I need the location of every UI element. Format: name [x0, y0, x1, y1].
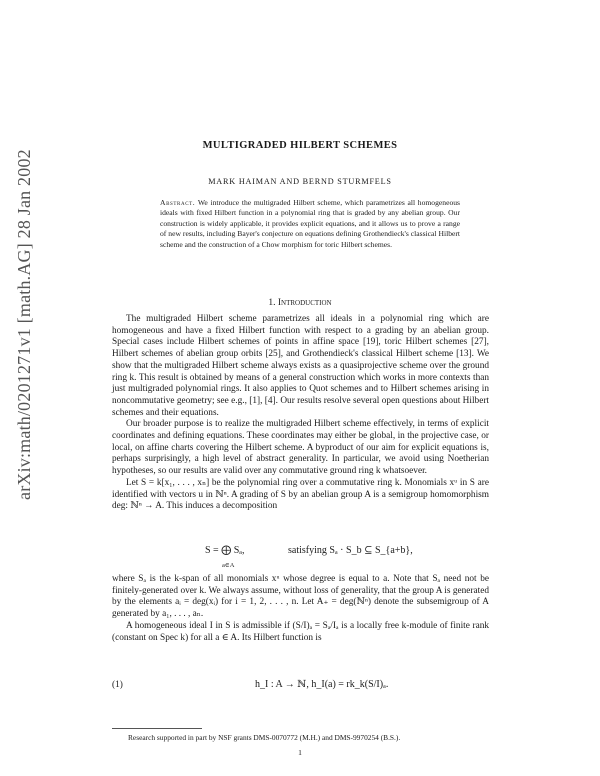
- section-heading: [0, 298, 600, 308]
- equation-left: S = ⨁ Sₐ,: [205, 545, 245, 556]
- equation-hilbert-function: h_I : A → ℕ, h_I(a) = rk_k(S/I)ₐ.: [255, 679, 389, 690]
- page-number: 1: [298, 748, 302, 757]
- abstract: [160, 198, 460, 250]
- section-title: Introduction: [277, 298, 332, 308]
- abstract-text: We introduce the multigraded Hilbert scheme, which parametrizes all homogeneous ideals with fixed Hilbert function in a polynomial ring that is graded by any abelian group. Our construction is widely applicable, it provides explicit equations, and it allows us to prove a range of new results, including Bayer's conjecture on equations defining Grothendieck's classical Hilbert scheme and the construction of a Chow morphism for toric Hilbert schemes.: [160, 198, 460, 249]
- paper-title: MULTIGRADED HILBERT SCHEMES: [202, 140, 398, 151]
- footnote: Research supported in part by NSF grants DMS-0070772 (M.H.) and DMS-9970254 (B.S.).: [128, 733, 401, 742]
- footnote-rule: [112, 728, 202, 729]
- equation-subscript: a∈A: [222, 562, 235, 569]
- paper-authors: MARK HAIMAN AND BERND STURMFELS: [208, 177, 392, 186]
- paragraph-5: A homogeneous ideal I in S is admissible if (S/I)ₐ = Sₐ/Iₐ is a locally free k-module of finite rank (constant on Spec k) for all a ∈ A. Its Hilbert function is: [112, 620, 489, 643]
- paragraph-4: where Sₐ is the k-span of all monomials xᵘ whose degree is equal to a. Note that Sₐ need not be finitely-generated over k. We always assume, without loss of generality, that the group A is generated by the elements aᵢ = deg(xᵢ) for i = 1, 2, . . . , n. Let A₊ = deg(ℕⁿ) denote the subsemigroup of A generated by a₁, . . . , aₙ.: [112, 574, 489, 620]
- equation-number: (1): [112, 680, 123, 690]
- equation-right: satisfying Sₐ · S_b ⊆ S_{a+b},: [288, 545, 413, 556]
- abstract-label: Abstract.: [160, 198, 196, 207]
- body-block-1: [112, 314, 489, 513]
- equation-decomposition: [205, 545, 245, 556]
- body-block-2: [112, 574, 489, 644]
- section-number: 1.: [268, 298, 276, 308]
- paragraph-2: Our broader purpose is to realize the multigraded Hilbert scheme effectively, in terms of explicit coordinates and defining equations. These coordinates may either be global, in the projective case, or local, on affine charts covering the Hilbert scheme. A byproduct of our aim for explicit equations is, perhaps surprisingly, a high level of abstract generality. In particular, we avoid using Noetherian hypotheses, so our results are valid over any commutative ground ring k whatsoever.: [112, 419, 489, 477]
- arxiv-stamp: arXiv:math/0201271v1 [math.AG] 28 Jan 2002: [14, 149, 34, 500]
- paragraph-1: The multigraded Hilbert scheme parametrizes all ideals in a polynomial ring which are homogeneous and have a fixed Hilbert function with respect to a grading by an abelian group. Special cases include Hilbert schemes of points in affine space [19], toric Hilbert schemes [27], Hilbert schemes of abelian group orbits [25], and Grothendieck's classical Hilbert scheme [13]. We show that the multigraded Hilbert scheme always exists as a quasiprojective scheme over the ground ring k. This result is obtained by means of a general construction which works in more contexts than just multigraded polynomial rings. It also applies to Quot schemes and to Hilbert schemes arising in noncommutative geometry; see e.g., [1], [4]. Our results resolve several open questions about Hilbert schemes and their equations.: [112, 314, 489, 418]
- paragraph-3: Let S = k[x₁, . . . , xₙ] be the polynomial ring over a commutative ring k. Monomials xᵘ in S are identified with vectors u in ℕⁿ. A grading of S by an abelian group A is a semigroup homomorphism deg: ℕⁿ → A. This induces a decomposition: [112, 477, 489, 512]
